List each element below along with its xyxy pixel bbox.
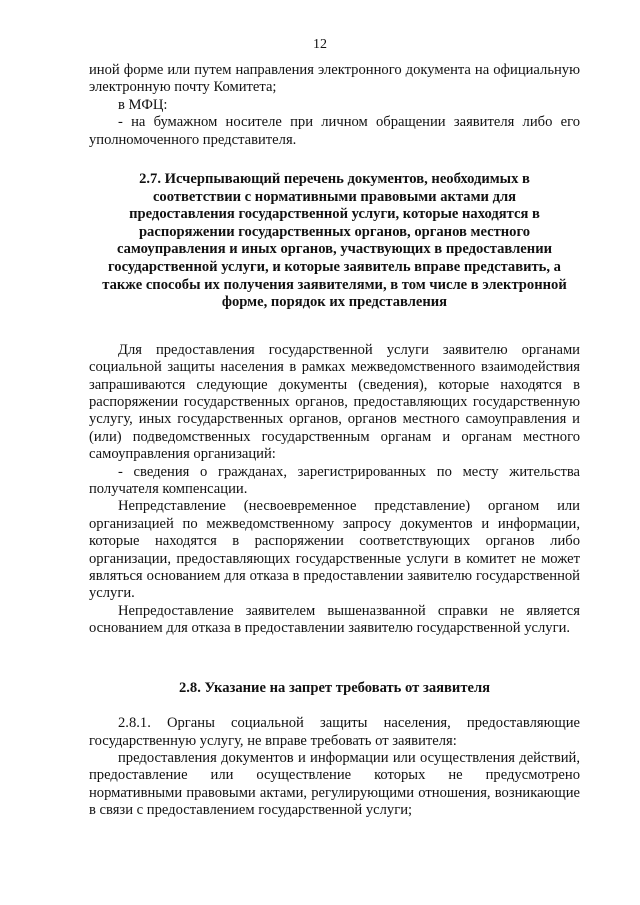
paragraph-interagency-request: Для предоставления государственной услуги заявителю органами социальной защиты населения в рамках межведомственного взаимодействия запрашиваются следующие документы (сведения), которые находятся в распоряжении государственных органов, предоставляющих государственную услугу, иных государственных органов, органов местного самоуправления и (или) подведомственных государственным органам и органам местного самоуправления организаций: — [89, 341, 580, 463]
section-heading-2-8: 2.8. Указание на запрет требовать от заявителя — [178, 679, 491, 696]
spacer — [89, 697, 580, 715]
paragraph-non-submission-organ: Непредставление (несвоевременное представление) органом или организацией по межведомственному запросу документов и информации, которые находятся в распоряжении соответствующих органов либо организации, предоставляющих государственные услуги в комитет не может являться основанием для отказа в предоставлении заявителю государственной услуги. — [89, 498, 580, 602]
paragraph-mfc: в МФЦ: — [118, 96, 168, 113]
paragraph-non-submission-applicant: Непредоставление заявителем вышеназванной справки не является основанием для отказа в предоставлении заявителю государственной услуги. — [89, 602, 580, 637]
paragraph-documents-actions: предоставления документов и информации или осуществления действий, предоставление или осуществление которых не предусмотрено нормативными правовыми актами, регулирующими отношения, возникающие в связи с предоставлением государственной услуги; — [89, 749, 580, 819]
section-heading-2-7: 2.7. Исчерпывающий перечень документов, необходимых в соответствии с нормативными правовыми актами для предоставления государственной услуги, которые находятся в распоряжении государственных органов, органов местного самоуправления и иных органов, участвующих в предоставлении государственной услуги, и которые заявитель вправе представить, а также способы их получения заявителями, в том числе в электронной форме, порядок их представления — [102, 171, 567, 311]
paragraph-2-8-1: 2.8.1. Органы социальной защиты населения, предоставляющие государственную услугу, не вправе требовать от заявителя: — [89, 715, 580, 749]
page-number: 12 — [313, 37, 327, 52]
paragraph-electronic-mail: иной форме или путем направления электронного документа на официальную электронную почту Комитета; — [89, 62, 580, 96]
spacer — [89, 312, 580, 342]
paragraph-registered-citizens: - сведения о гражданах, зарегистрированных по месту жительства получателя компенсации. — [89, 463, 580, 498]
paragraph-paper-carrier: - на бумажном носителе при личном обращении заявителя либо его уполномоченного представителя. — [89, 114, 580, 148]
page-content — [89, 62, 580, 820]
